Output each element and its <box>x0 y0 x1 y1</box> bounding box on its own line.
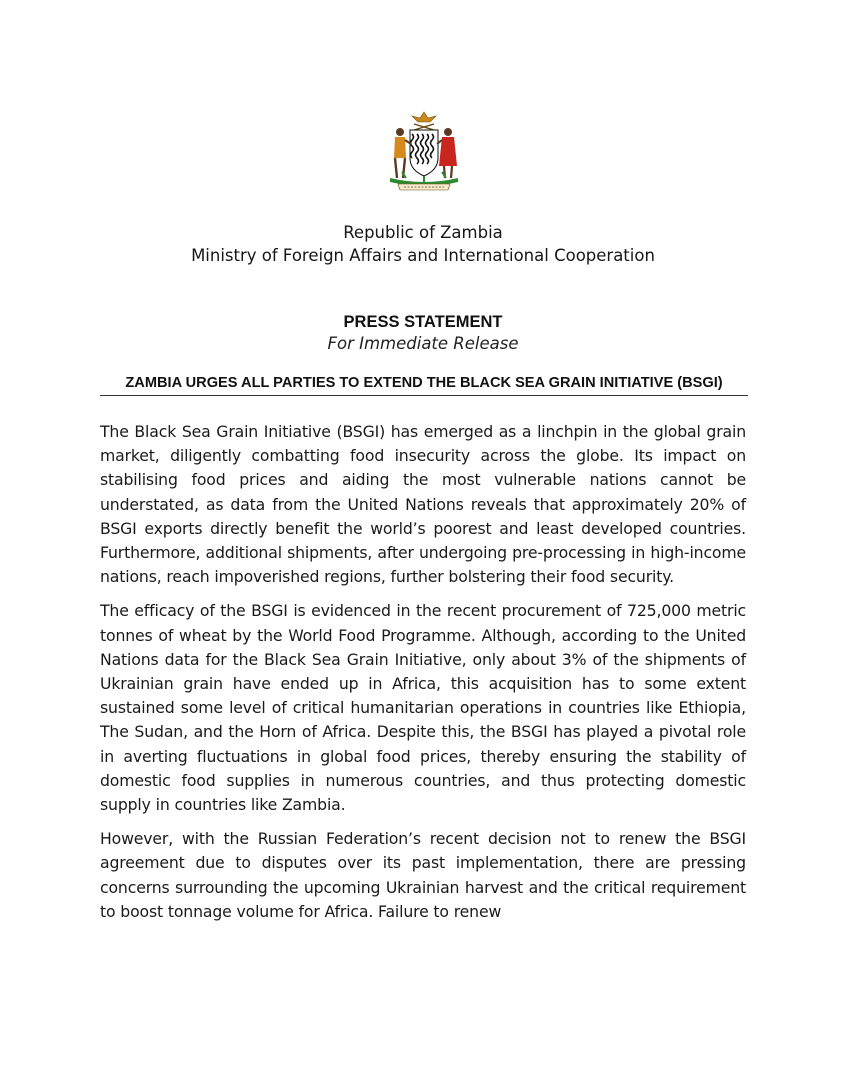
statement-type: PRESS STATEMENT <box>343 313 503 331</box>
statement-body <box>100 420 746 934</box>
statement-headline: ZAMBIA URGES ALL PARTIES TO EXTEND THE BLACK SEA GRAIN INITIATIVE (BSGI) <box>125 375 723 391</box>
body-paragraph-1: The Black Sea Grain Initiative (BSGI) has emerged as a linchpin in the global grain market, diligently combatting food insecurity across the globe. Its impact on stabilising food prices and aiding the most vulnerable nations cannot be understated, as data from the United Nations reveals that approximately 20% of BSGI exports directly benefit the world’s poorest and least developed countries. Furthermore, additional shipments, after undergoing pre-processing in high-income nations, reach impoverished regions, further bolstering their food security. <box>100 422 746 587</box>
headline-divider <box>100 395 748 396</box>
country-name: Republic of Zambia <box>343 223 503 242</box>
release-note: For Immediate Release <box>327 334 519 353</box>
ministry-name: Ministry of Foreign Affairs and International Cooperation <box>191 246 655 265</box>
body-paragraph-3: However, with the Russian Federation’s recent decision not to renew the BSGI agreement due to disputes over its past implementation, there are pressing concerns surrounding the upcoming Ukrainian harvest and the critical requirement to boost tonnage volume for Africa. Failure to renew <box>100 829 746 921</box>
body-paragraph-2: The efficacy of the BSGI is evidenced in the recent procurement of 725,000 metric tonnes of wheat by the World Food Programme. Although, according to the United Nations data for the Black Sea Grain Initiative, only about 3% of the shipments of Ukrainian grain have ended up in Africa, this acquisition has to some extent sustained some level of critical humanitarian operations in countries like Ethiopia, The Sudan, and the Horn of Africa. Despite this, the BSGI has played a pivotal role in averting fluctuations in global food prices, thereby ensuring the stability of domestic food supplies in numerous countries, and thus protecting domestic supply in countries like Zambia. <box>100 601 746 815</box>
zambia-coat-of-arms-icon <box>384 108 464 192</box>
